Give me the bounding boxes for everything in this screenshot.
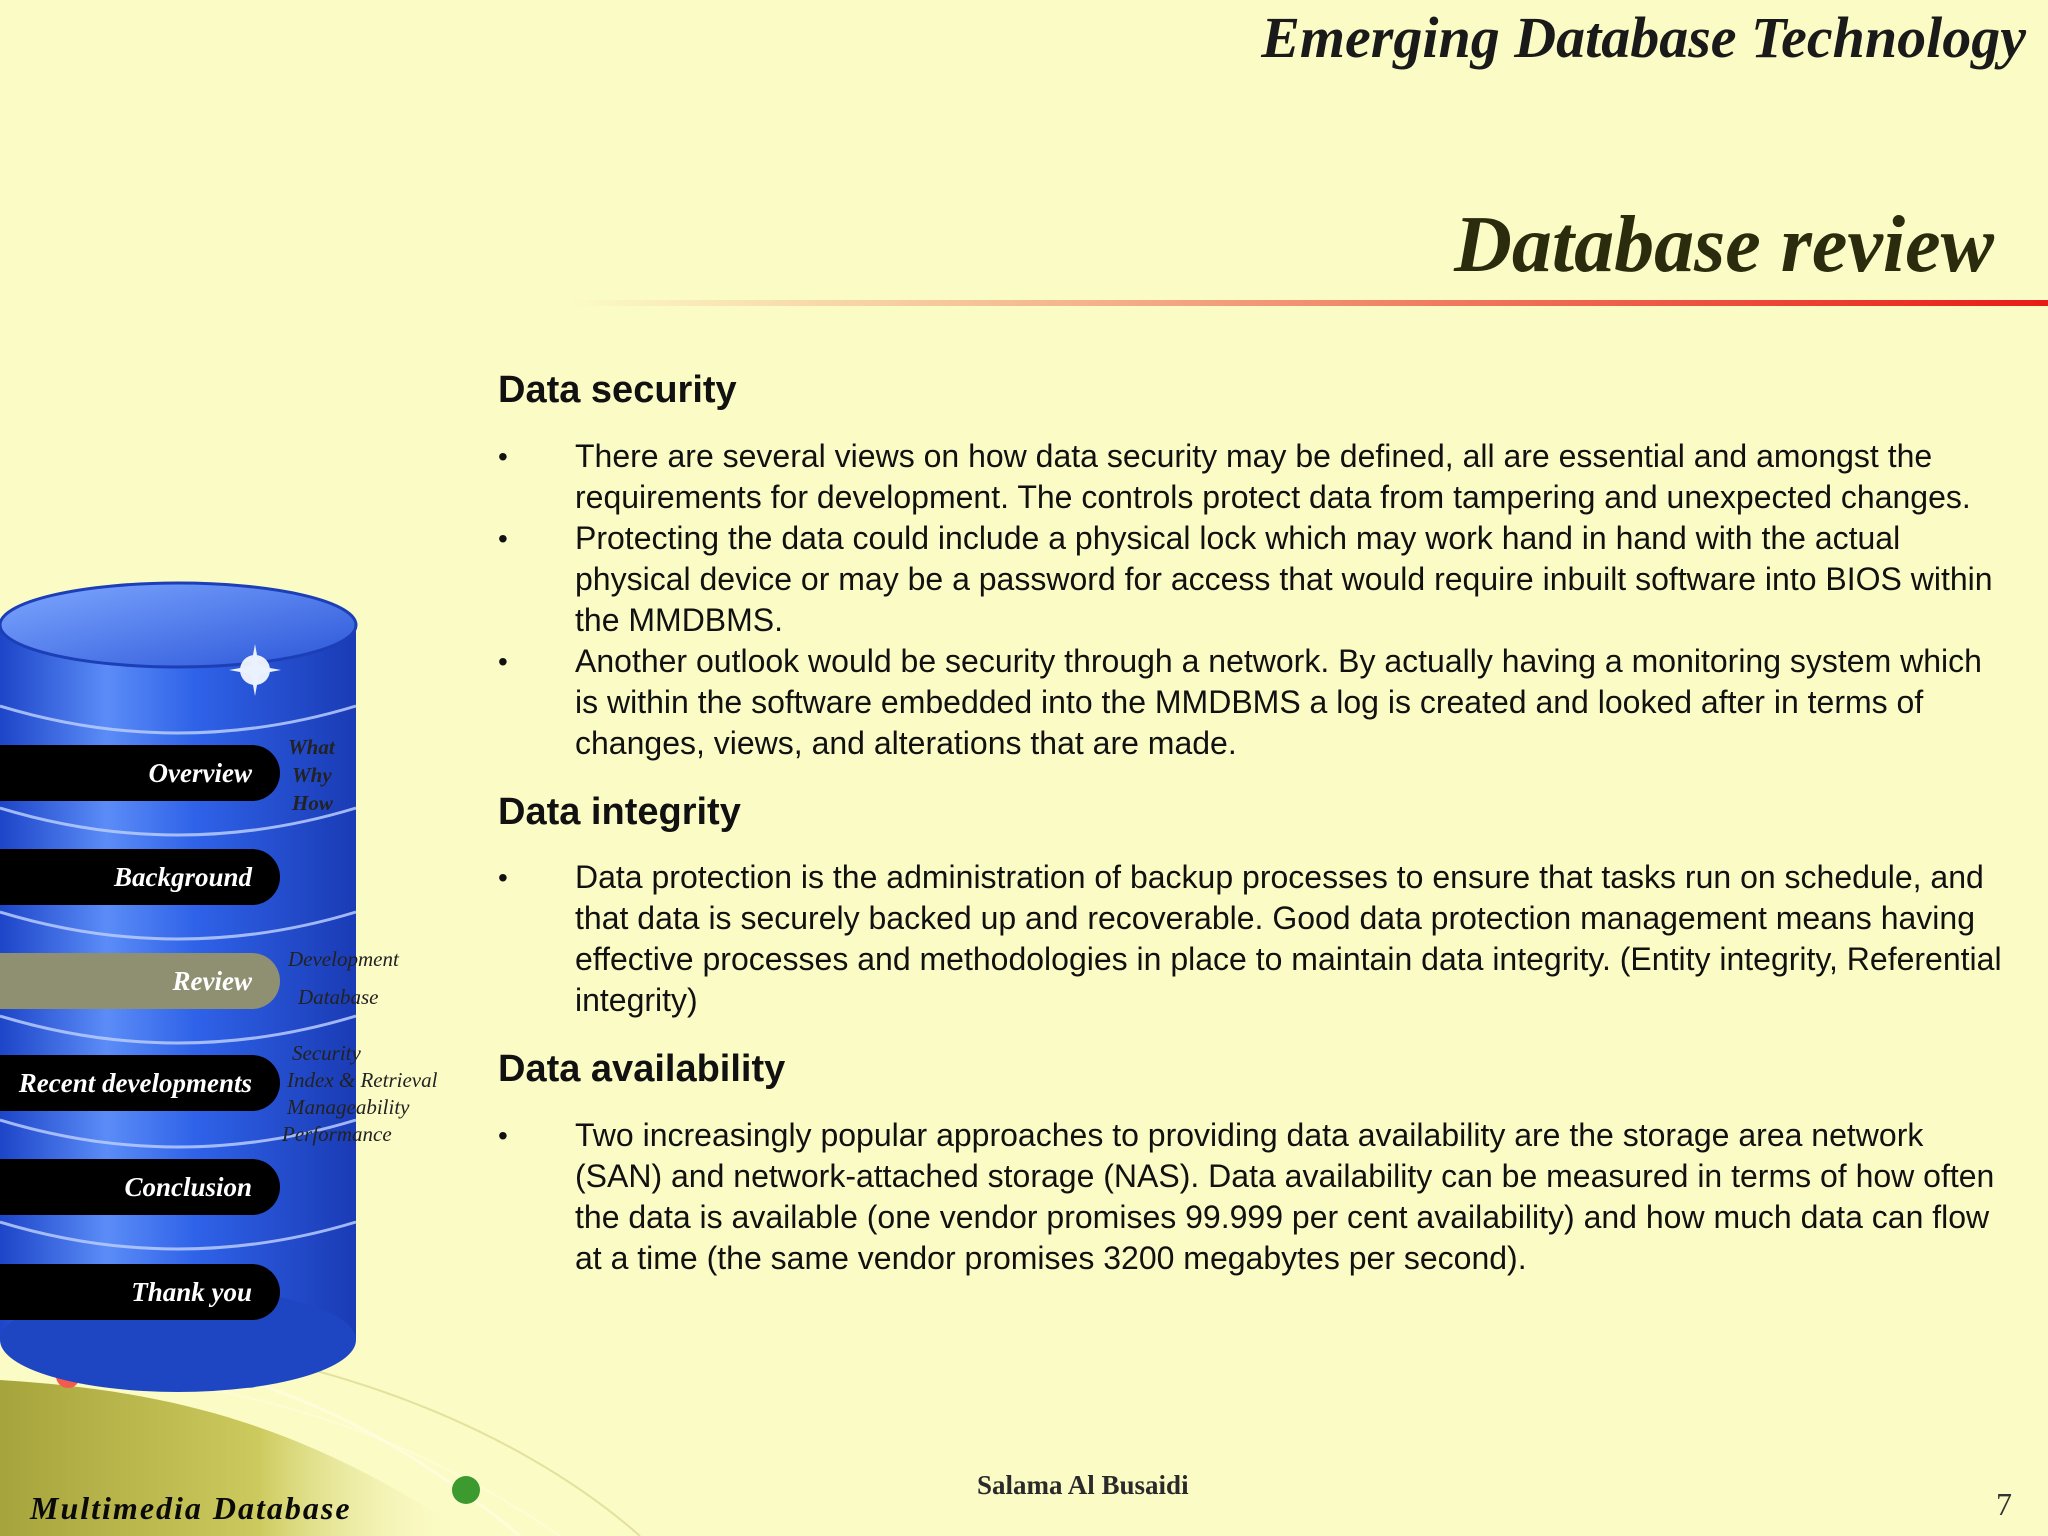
bullet-glyph: • [498,522,508,554]
footer-course-name: Multimedia Database [30,1490,352,1526]
nav-item-recent-developments[interactable] [0,1055,280,1111]
bullet-list [498,857,2008,1021]
bullet-text: Protecting the data could include a physical lock which may work hand in hand with the actual physical device or may be a password for access that would require inbuilt software into BIOS within the MMDBMS. [575,519,1993,638]
bullet-glyph: • [498,440,508,472]
bullet-list [498,1115,2008,1279]
nav-item-conclusion[interactable] [0,1159,280,1215]
database-cylinder-nav [0,570,470,1400]
slide-title: Database review [1454,201,1994,289]
bullet-item [498,436,2008,518]
bullet-text: There are several views on how data security may be defined, all are essential and amongst the requirements for development. The controls protect data from tampering and unexpected changes. [575,437,1971,515]
title-divider [570,300,2048,306]
nav-item-background[interactable] [0,849,280,905]
review-sub-database: Database [298,985,379,1009]
review-sub-development: Development [288,947,399,971]
bullet-text: Another outlook would be security through a network. By actually having a monitoring system which is within the software embedded into the MMDBMS a log is created and looked after in terms of changes, views, and alterations that are made. [575,642,1982,761]
bullet-item [498,641,2008,764]
recent-sub-index-retrieval: Index & Retrieval [287,1068,438,1092]
nav-item-label: Review [172,966,252,996]
bullet-item [498,1115,2008,1279]
bullet-text: Two increasingly popular approaches to providing data availability are the storage area network (SAN) and network-attached storage (NAS). Data availability can be measured in terms of how often the data is available (one vendor promises 99.999 per cent availability) and how much data can flow at a time (the same vendor promises 3200 megabytes per second). [575,1116,1995,1276]
footer-author: Salama Al Busaidi [977,1470,1189,1500]
heading-data-security: Data security [498,369,737,411]
bullet-item [498,518,2008,641]
overview-sub-why: Why [292,763,332,787]
course-title: Emerging Database Technology [1261,5,2026,70]
heading-data-integrity: Data integrity [498,790,741,833]
overview-sub-how: How [292,791,333,815]
bullet-text: Data protection is the administration of backup processes to ensure that tasks run on schedule, and that data is securely backed up and recoverable. Good data protection management means having effective processes and methodologies in place to maintain data integrity. (Entity integrity, Referential integrity) [575,859,2002,1019]
nav-item-review[interactable] [0,953,280,1009]
bullet-list [498,436,2008,764]
recent-sub-manageability: Manageability [287,1095,410,1119]
bullet-glyph: • [498,645,508,677]
heading-data-availability: Data availability [498,1048,786,1091]
recent-sub-security: Security [292,1041,361,1065]
overview-sub-what: What [288,735,335,759]
cylinder-top [0,583,356,667]
page-number: 7 [1996,1486,2012,1522]
bullet-glyph: • [498,1119,508,1151]
nav-item-label: Thank you [131,1277,252,1307]
bullet-glyph: • [498,862,508,894]
slide-content [498,368,2008,1305]
nav-item-label: Background [113,862,252,892]
decor-dot-green [452,1476,480,1504]
nav-item-overview[interactable] [0,745,280,801]
bullet-item [498,857,2008,1021]
nav-item-label: Overview [148,758,252,788]
recent-sub-performance: Performance [282,1122,392,1146]
nav-item-label: Conclusion [124,1172,252,1202]
nav-item-label: Recent developments [18,1068,252,1098]
nav-item-thank-you[interactable] [0,1264,280,1320]
